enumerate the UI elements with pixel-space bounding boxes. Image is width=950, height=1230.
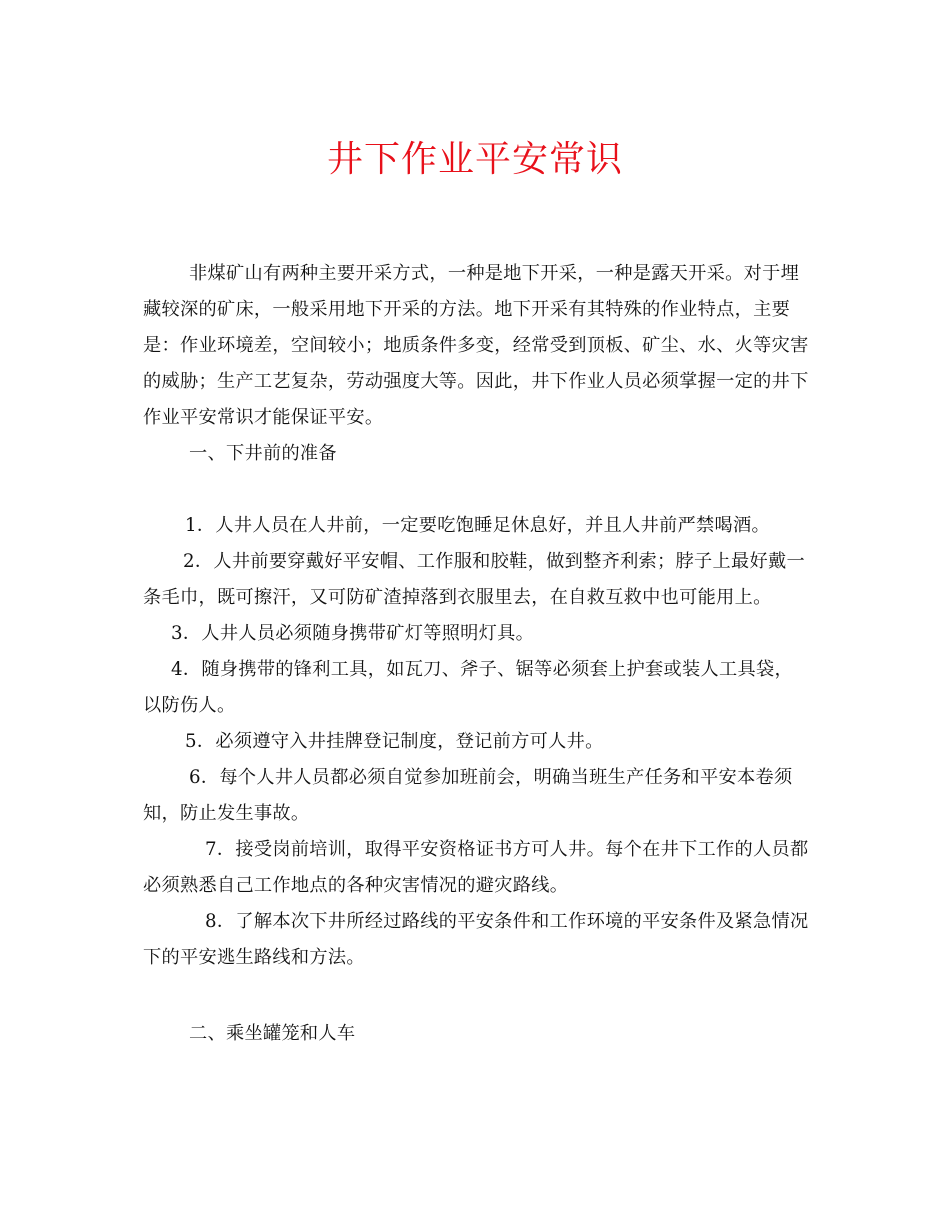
list-item-7: 7．接受岗前培训，取得平安资格证书方可人井。每个在井下工作的人员都必须熟悉自己工作地点的各种灾害情况的避灾路线。 (143, 839, 809, 896)
list-item-8: 8．了解本次下井所经过路线的平安条件和工作环境的平安条件及紧急情况下的平安逃生路线和方法。 (143, 911, 809, 968)
section-heading-1: 一、下井前的准备 (189, 443, 337, 464)
list-item-3: 3．人井人员必须随身携带矿灯等照明灯具。 (171, 623, 535, 644)
section-heading-2: 二、乘坐罐笼和人车 (189, 1023, 356, 1044)
list-item-1: 1．人井人员在人井前，一定要吃饱睡足休息好，并且人井前严禁喝酒。 (185, 515, 770, 536)
list-item-2: 2．人井前要穿戴好平安帽、工作服和胶鞋，做到整齐利索；脖子上最好戴一条毛巾，既可擦汗，又可防矿渣掉落到衣服里去，在自救互救中也可能用上。 (143, 551, 805, 608)
list-item-5: 5．必须遵守入井挂牌登记制度，登记前方可人井。 (185, 731, 604, 752)
list-item-6: 6．每个人井人员都必须自觉参加班前会，明确当班生产任务和平安本卷须知，防止发生事故。 (143, 767, 793, 824)
page-title: 井下作业平安常识 (326, 139, 623, 180)
intro-paragraph: 非煤矿山有两种主要开采方式，一种是地下开采，一种是露天开采。对于埋藏较深的矿床，一般采用地下开采的方法。地下开采有其特殊的作业特点，主要是：作业环境差，空间较小；地质条件多变，经常受到顶板、矿尘、水、火等灾害的威胁；生产工艺复杂，劳动强度大等。因此，井下作业人员必须掌握一定的井下作业平安常识才能保证平安。 (143, 263, 809, 428)
list-item-4: 4．随身携带的锋利工具，如瓦刀、斧子、锯等必须套上护套或装人工具袋，以防伤人。 (143, 659, 793, 716)
